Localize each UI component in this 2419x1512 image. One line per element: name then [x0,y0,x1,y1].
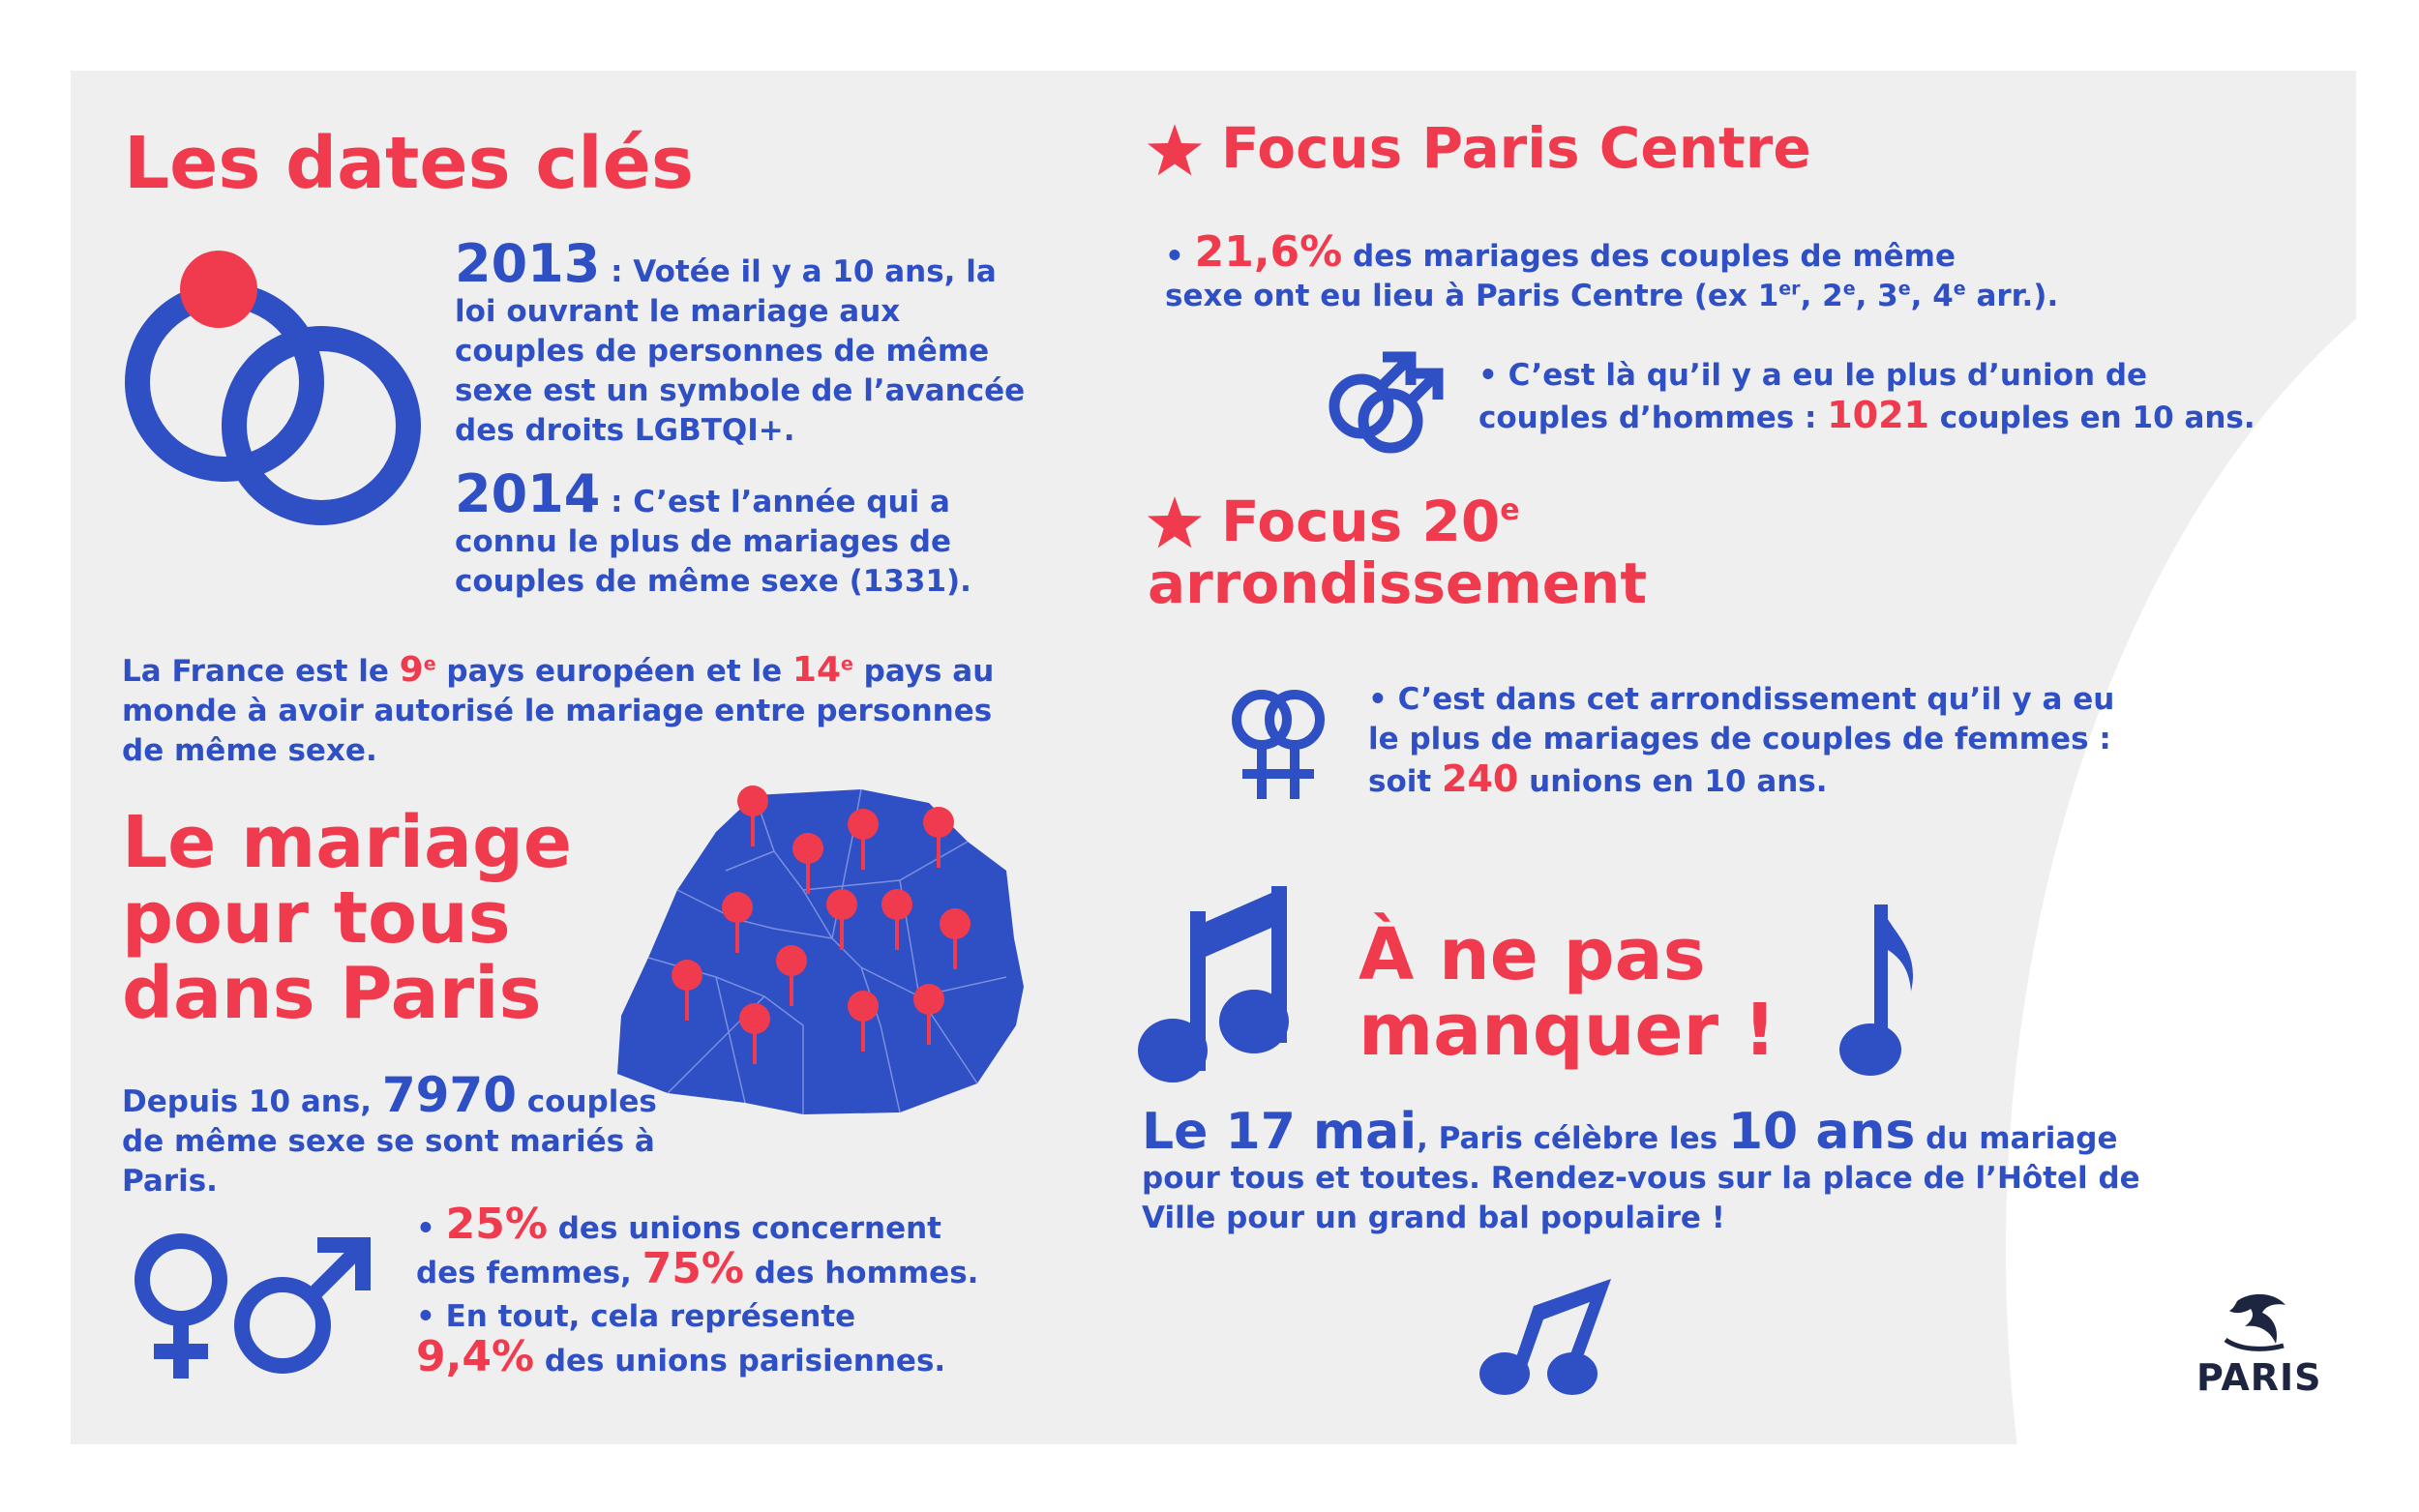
music-note-icon [1476,1277,1635,1403]
paris-logo-icon [2216,1291,2303,1359]
focus-centre-text: • 21,6% des mariages des couples de même sexe ont eu lieu à Paris Centre (ex 1er, 2e, 3e, 4e arr.). [1165,227,2059,313]
paris-title: Le mariage pour tous dans Paris [122,801,573,1035]
depuis-text: Depuis 10 ans, 7970 couples de même sexe se sont mariés à Paris. [122,1067,657,1199]
music-note-icon [1132,871,1297,1093]
year-2013-block [455,233,1026,451]
focus-centre-title: Focus Paris Centre [1221,115,1811,181]
paris-map-icon [610,774,1035,1122]
event-anniversary: 10 ans [1727,1103,1916,1161]
male-couple-icon [1321,334,1447,455]
star-icon [1147,496,1203,550]
total-couples: 7970 [381,1067,517,1123]
ne-pas-manquer-title: À ne pas manquer ! [1359,913,1777,1072]
female-male-icon [128,1224,379,1388]
year-2014-block [455,463,997,602]
focus-20-title: Focus 20e [1221,489,1520,554]
focus-20-subtitle: arrondissement [1148,550,1648,616]
wedding-rings-icon [118,247,428,527]
event-text: Le 17 mai, Paris célèbre les 10 ans du mariage pour tous et toutes. Rendez-vous sur la place de l’Hôtel de Ville pour un grand bal populaire ! [1142,1103,2140,1235]
music-note-icon [1834,895,1930,1079]
female-couples-text: • C’est dans cet arrondissement qu’il y a eu le plus de mariages de couples de femmes : soit 240 unions en 10 ans. [1368,682,2115,800]
paris-logo-text: PARIS [2196,1356,2322,1399]
year-2013-text: : Votée il y a 10 ans, la loi ouvrant le mariage aux couples de personnes de même sexe est un symbole de l’avancée des droits LGBTQI+. [455,254,1026,448]
year-2014-text: : C’est l’année qui a connu le plus de mariages de couples de même sexe (1331). [455,485,971,599]
dates-title: Les dates clés [124,122,694,205]
year-2014: 2014 [455,463,601,524]
event-date: Le 17 mai [1142,1103,1418,1161]
france-rank-text: La France est le 9e pays européen et le 14e pays au monde à avoir autorisé le mariage entre personnes de même sexe. [122,650,995,768]
female-couple-icon [1227,685,1333,801]
star-icon [1147,124,1203,178]
year-2013: 2013 [455,233,601,294]
male-couples-text: • C’est là qu’il y a eu le plus d’union de couples d’hommes : 1021 couples en 10 ans. [1478,358,2255,436]
union-stats: • 25% des unions concernent des femmes, 75% des hommes. • En tout, cela représente 9,4% des unions parisiennes. [416,1200,979,1381]
